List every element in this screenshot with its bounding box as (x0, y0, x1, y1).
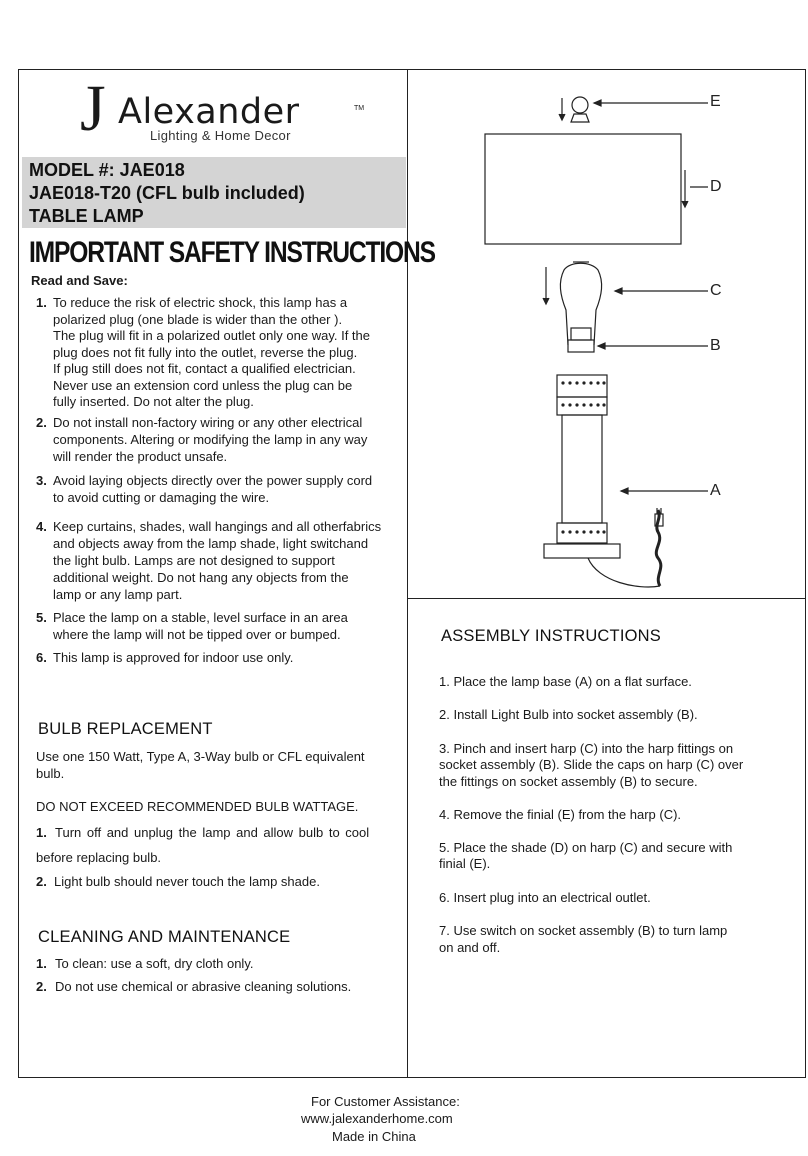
item-line: Never use an extension cord unless the plug can be (53, 377, 353, 393)
bulb-replacement-heading: BULB REPLACEMENT (38, 720, 213, 738)
item-line: To reduce the risk of electric shock, this lamp has a (53, 295, 348, 310)
item-line: The plug will fit in a polarized outlet only one way. If the (53, 328, 370, 343)
item-number: 4. (36, 519, 47, 534)
item-number: 5. (36, 610, 47, 625)
finial-illustration (572, 97, 588, 113)
safety-item-4 (36, 518, 406, 604)
label-c: C (710, 282, 722, 299)
customer-assistance-label: For Customer Assistance: (311, 1094, 460, 1109)
website-link[interactable]: www.jalexanderhome.com (301, 1111, 453, 1126)
logo-wordmark: Alexander (118, 92, 300, 132)
read-save-label: Read and Save: (31, 273, 128, 288)
item-line: components. Altering or modifying the lamp in any way (53, 432, 368, 447)
item-number: 6. (36, 650, 47, 665)
label-d: D (710, 178, 722, 195)
safety-title: IMPORTANT SAFETY INSTRUCTIONS (29, 236, 435, 269)
item-line: will render the product unsafe. (53, 449, 228, 464)
model-number: MODEL #: JAE018 (29, 160, 185, 180)
item-number: 3. (36, 473, 47, 488)
logo-trademark: TM (354, 105, 365, 112)
cleaning-step-text: To clean: use a soft, dry cloth only. (55, 956, 254, 971)
socket-illustration (571, 328, 591, 340)
cleaning-step-text: Do not use chemical or abrasive cleaning solutions. (55, 979, 352, 994)
item-line: the light bulb. Lamps are not designed to support (53, 553, 335, 568)
item-line: Place the lamp on a stable, level surface in an area (53, 610, 348, 625)
safety-item-1 (36, 294, 406, 414)
safety-item-2 (36, 414, 406, 466)
bulb-step-text: Turn off and unplug the lamp and allow bulb to cool (55, 825, 370, 840)
assembly-step-6: 6. Insert plug into an electrical outlet. (439, 890, 651, 905)
assembly-step-3: the fittings on socket assembly (B) to secure. (439, 774, 698, 789)
product-type: TABLE LAMP (29, 206, 144, 226)
bulb-step-text: Light bulb should never touch the lamp shade. (54, 874, 320, 889)
assembly-step-3: 3. Pinch and insert harp (C) into the harp fittings on (439, 741, 734, 756)
assembly-step-7: 7. Use switch on socket assembly (B) to turn lamp (439, 923, 728, 938)
cleaning-step-number: 2. (36, 979, 47, 994)
assembly-step-3: socket assembly (B). Slide the caps on harp (C) over (439, 757, 744, 772)
safety-item-6 (36, 649, 406, 667)
lamp-base (544, 544, 620, 558)
item-line: and objects away from the lamp shade, light switchand (53, 536, 369, 551)
country-of-origin: Made in China (332, 1129, 416, 1144)
assembly-step-4: 4. Remove the finial (E) from the harp (C). (439, 807, 682, 822)
power-cord-illustration (656, 510, 661, 586)
safety-item-3 (36, 472, 406, 508)
lamp-neck-band (557, 375, 607, 397)
item-line: lamp or any lamp part. (53, 587, 183, 602)
wattage-warning: DO NOT EXCEED RECOMMENDED BULB WATTAGE. (36, 799, 359, 814)
cleaning-step-number: 1. (36, 956, 47, 971)
lamp-column (562, 415, 602, 523)
item-line: additional weight. Do not hang any objects from the (53, 570, 349, 585)
bulb-step-number: 1. (36, 825, 47, 840)
logo-initial: J (80, 72, 106, 145)
item-number: 2. (36, 415, 47, 430)
item-line: plug does not fit fully into the outlet, reverse the plug. (53, 344, 358, 360)
assembly-heading: ASSEMBLY INSTRUCTIONS (441, 627, 661, 645)
label-a: A (710, 482, 721, 499)
label-e: E (710, 93, 721, 110)
right-section-divider (407, 598, 806, 599)
assembly-step-2: 2. Install Light Bulb into socket assembly (B). (439, 707, 698, 722)
item-line: If plug still does not fit, contact a qualified electrician. (53, 361, 356, 376)
label-b: B (710, 337, 721, 354)
model-variant: JAE018-T20 (CFL bulb included) (29, 183, 305, 203)
item-line: polarized plug (one blade is wider than the other ). (53, 311, 343, 327)
item-line: Avoid laying objects directly over the power supply cord (53, 473, 373, 488)
harp-illustration (560, 263, 601, 345)
item-line: where the lamp will not be tipped over or bumped. (53, 627, 341, 642)
item-line: This lamp is approved for indoor use only. (53, 650, 294, 665)
bulb-step-number: 2. (36, 874, 47, 889)
cleaning-heading: CLEANING AND MAINTENANCE (38, 928, 291, 946)
assembly-step-5: 5. Place the shade (D) on harp (C) and secure with (439, 840, 733, 855)
safety-item-5 (36, 609, 406, 645)
lamp-exploded-view (408, 70, 805, 597)
bulb-step-text: before replacing bulb. (36, 850, 162, 865)
assembly-step-7: on and off. (439, 940, 501, 955)
assembly-step-1: 1. Place the lamp base (A) on a flat surface. (439, 674, 692, 689)
item-number: 1. (36, 295, 47, 310)
item-line: to avoid cutting or damaging the wire. (53, 490, 270, 505)
bulb-spec-line: bulb. (36, 766, 65, 781)
bulb-spec-line: Use one 150 Watt, Type A, 3-Way bulb or CFL equivalent (36, 749, 365, 764)
item-line: Keep curtains, shades, wall hangings and all otherfabrics (53, 519, 382, 534)
assembly-step-5: finial (E). (439, 856, 491, 871)
lamp-diagram (408, 70, 805, 597)
item-line: Do not install non-factory wiring or any other electrical (53, 415, 363, 430)
logo-tagline: Lighting & Home Decor (150, 128, 291, 143)
item-line: fully inserted. Do not alter the plug. (53, 394, 254, 409)
shade-illustration (485, 134, 681, 244)
